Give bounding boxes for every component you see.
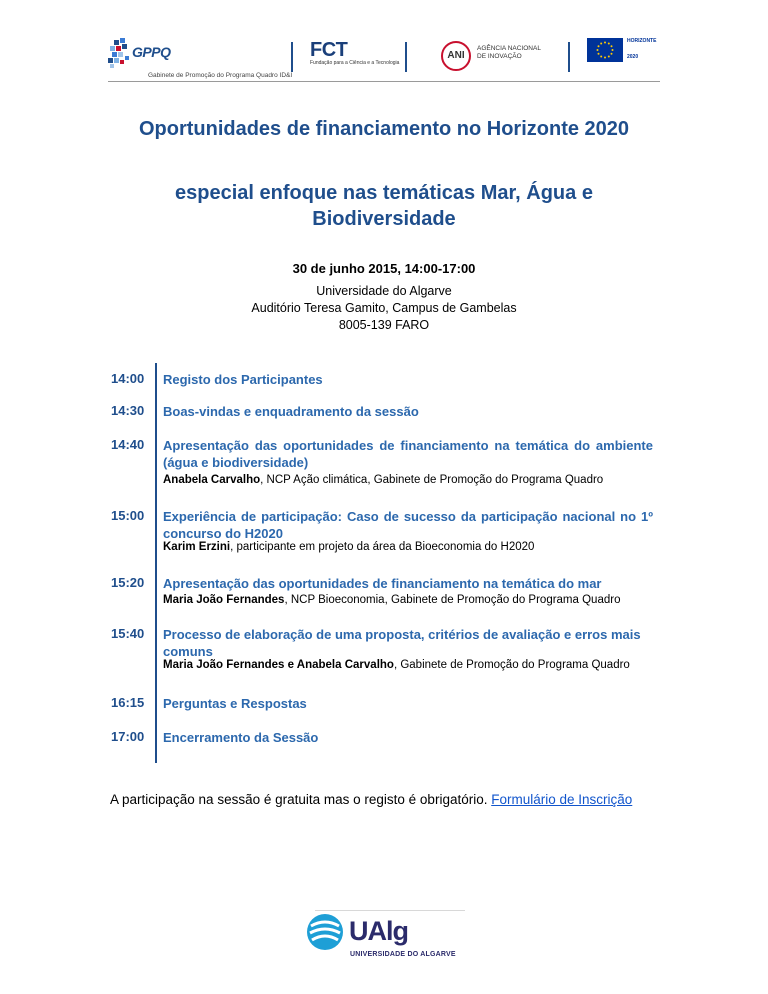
gppq-logo — [108, 36, 293, 82]
event-venue — [0, 283, 768, 317]
agenda-speaker — [163, 474, 683, 486]
registration-form-link[interactable]: Formulário de Inscrição — [491, 792, 633, 807]
event-postal-code: 8005-139 FARO — [338, 318, 430, 332]
speaker-role: , NCP Bioeconomia, Gabinete de Promoção do Programa Quadro — [284, 594, 621, 606]
ani-caption-line1: AGÊNCIA NACIONAL — [477, 45, 541, 52]
agenda-time: 16:15 — [111, 695, 145, 710]
agenda-speaker — [163, 541, 683, 553]
logo-separator — [291, 42, 293, 72]
fct-logo — [310, 40, 399, 66]
speaker-role: , participante em projeto da área da Bioeconomia do H2020 — [230, 541, 535, 553]
agenda-topic: Boas-vindas e enquadramento da sessão — [163, 404, 419, 419]
agenda-topic: Apresentação das oportunidades de financiamento na temática do mar — [163, 576, 602, 591]
agenda-time: 15:40 — [111, 626, 145, 641]
header-logos — [108, 30, 660, 82]
agenda-time: 14:00 — [111, 371, 145, 386]
fct-wordmark: FCT — [310, 39, 348, 61]
ualg-logo — [305, 906, 465, 966]
fct-caption: Fundação para a Ciência e a Tecnologia — [310, 60, 400, 66]
agenda-topic: Apresentação das oportunidades de financiamento na temática do ambiente (água e biodiversidade) — [163, 438, 653, 470]
agenda-time: 14:40 — [111, 437, 145, 452]
registration-note — [110, 792, 632, 807]
agenda-topic: Registo dos Participantes — [163, 372, 323, 387]
agenda-topic: Processo de elaboração de uma proposta, critérios de avaliação e erros mais comuns — [163, 627, 641, 659]
agenda-time: 15:00 — [111, 508, 145, 523]
agenda-time: 14:30 — [111, 403, 145, 418]
speaker-role: , NCP Ação climática, Gabinete de Promoção do Programa Quadro — [260, 474, 604, 486]
venue-line1: Universidade do Algarve — [316, 284, 452, 298]
agenda-time: 15:20 — [111, 575, 145, 590]
agenda-speaker — [163, 594, 683, 606]
venue-line2: Auditório Teresa Gamito, Campus de Gambelas — [251, 301, 517, 315]
logo-separator — [405, 42, 407, 72]
ani-caption-line2: DE INOVAÇÃO — [477, 53, 522, 60]
ani-logo — [441, 40, 551, 72]
speaker-name: Maria João Fernandes — [163, 594, 285, 606]
page-subtitle: especial enfoque nas temáticas Mar, Água e Biodiversidade — [175, 182, 593, 230]
agenda-time: 17:00 — [111, 729, 145, 744]
agenda-speaker — [163, 659, 683, 671]
event-date: 30 de junho 2015, 14:00-17:00 — [292, 261, 476, 276]
page-title: Oportunidades de financiamento no Horizonte 2020 — [138, 118, 630, 140]
ualg-divider — [315, 910, 465, 911]
speaker-name: Karim Erzini — [163, 541, 231, 553]
agenda-topic: Experiência de participação: Caso de sucesso da participação nacional no 1º concurso do H2020 — [163, 509, 653, 541]
registration-text: A participação na sessão é gratuita mas o registo é obrigatório. — [110, 792, 492, 807]
gppq-wordmark: GPPQ — [132, 44, 171, 60]
horizon-label: HORIZONTE — [627, 38, 657, 44]
logo-separator — [568, 42, 570, 72]
agenda-topic: Encerramento da Sessão — [163, 730, 319, 745]
ualg-wordmark: UAlg — [349, 916, 408, 946]
ani-emblem: ANI — [441, 41, 471, 71]
ualg-wave-icon — [305, 912, 345, 952]
speaker-name: Anabela Carvalho — [163, 474, 261, 486]
horizon-year: 2020 — [627, 54, 639, 60]
agenda-topic: Perguntas e Respostas — [163, 696, 307, 711]
agenda-divider — [155, 363, 157, 763]
gppq-caption: Gabinete de Promoção do Programa Quadro ID&I — [148, 72, 293, 79]
horizon2020-logo — [587, 36, 662, 80]
ani-caption — [477, 45, 541, 61]
speaker-name: Maria João Fernandes e Anabela Carvalho — [163, 659, 394, 671]
ualg-caption: UNIVERSIDADE DO ALGARVE — [350, 951, 456, 958]
eu-flag-icon — [587, 38, 623, 62]
speaker-role: , Gabinete de Promoção do Programa Quadro — [393, 659, 630, 671]
header-divider — [108, 81, 660, 82]
